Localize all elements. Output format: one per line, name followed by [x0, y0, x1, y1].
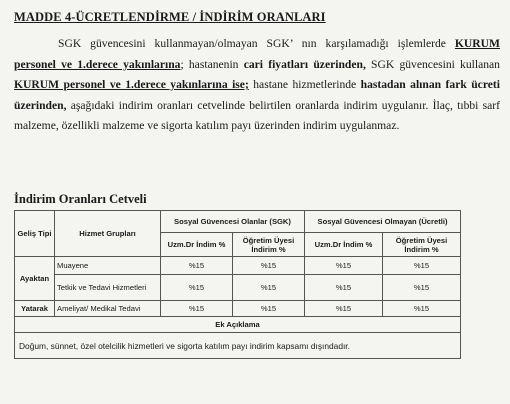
para-emph-fark: hastadan alınan fark ücreti üzerinden,	[14, 78, 500, 112]
header-hizmet-gruplari: Hizmet Grupları	[55, 211, 161, 257]
table-title: İndirim Oranları Cetveli	[14, 192, 147, 206]
ek-aciklama-title: Ek Açıklama	[15, 317, 461, 333]
header-no-sgk-group: Sosyal Güvencesi Olmayan (Ücretli)	[305, 211, 461, 233]
rate-cell: %15	[233, 275, 305, 301]
rate-cell: %15	[305, 275, 383, 301]
para-text-2: ; hastanenin	[180, 57, 244, 71]
service-name: Muayene	[55, 257, 161, 275]
para-emph-cari: cari fiyatları üzerinden,	[243, 57, 366, 71]
header-gelis-tipi: Geliş Tipi	[15, 211, 55, 257]
article-paragraph	[14, 34, 500, 137]
rate-cell: %15	[305, 301, 383, 317]
header-sgk-ogr: Öğretim Üyesi İndirim %	[233, 233, 305, 257]
discount-rates-table	[14, 210, 461, 359]
rate-cell: %15	[305, 257, 383, 275]
para-text-3: SGK güvencesini kullanan	[365, 57, 500, 71]
para-text-1: SGK güvencesini kullanmayan/olmayan SGK’ nın karşılamadığı işlemlerde	[58, 37, 455, 50]
header-sgk-uzm: Uzm.Dr İndim %	[161, 233, 233, 257]
header-nosgk-uzm: Uzm.Dr İndim %	[305, 233, 383, 257]
row-label-yatarak: Yatarak	[15, 301, 55, 317]
para-emph-kurum-2: KURUM personel ve 1.derece yakınlarına ise;	[14, 78, 249, 91]
rate-cell: %15	[161, 257, 233, 275]
header-nosgk-ogr: Öğretim Üyesi İndirim %	[383, 233, 461, 257]
ek-aciklama-text: Doğum, sünnet, özel otelcilik hizmetleri ve sigorta katılım payı indirim kapsamı dışındadır.	[15, 333, 461, 359]
para-emph-kurum-1: KURUM personel ve 1.derece yakınlarına	[14, 37, 500, 71]
rate-cell: %15	[383, 275, 461, 301]
rate-cell: %15	[383, 301, 461, 317]
rate-cell: %15	[233, 301, 305, 317]
rate-cell: %15	[383, 257, 461, 275]
para-text-4: hastane hizmetlerinde	[248, 78, 361, 91]
rate-cell: %15	[161, 275, 233, 301]
service-name: Tetkik ve Tedavi Hizmetleri	[55, 275, 161, 301]
para-text-5: aşağıdaki indirim oranları cetvelinde belirtilen oranlarda indirim uygulanır. İlaç, tıbbi sarf malzeme, özellikli malzeme ve sigorta katılım payı üzerinden indirim uygulanmaz.	[14, 98, 500, 132]
row-label-ayaktan: Ayaktan	[15, 257, 55, 301]
service-name: Ameliyat/ Medikal Tedavi	[55, 301, 161, 317]
rate-cell: %15	[233, 257, 305, 275]
article-heading: MADDE 4-ÜCRETLENDİRME / İNDİRİM ORANLARI	[14, 10, 326, 24]
rate-cell: %15	[161, 301, 233, 317]
header-sgk-group: Sosyal Güvencesi Olanlar (SGK)	[161, 211, 305, 233]
